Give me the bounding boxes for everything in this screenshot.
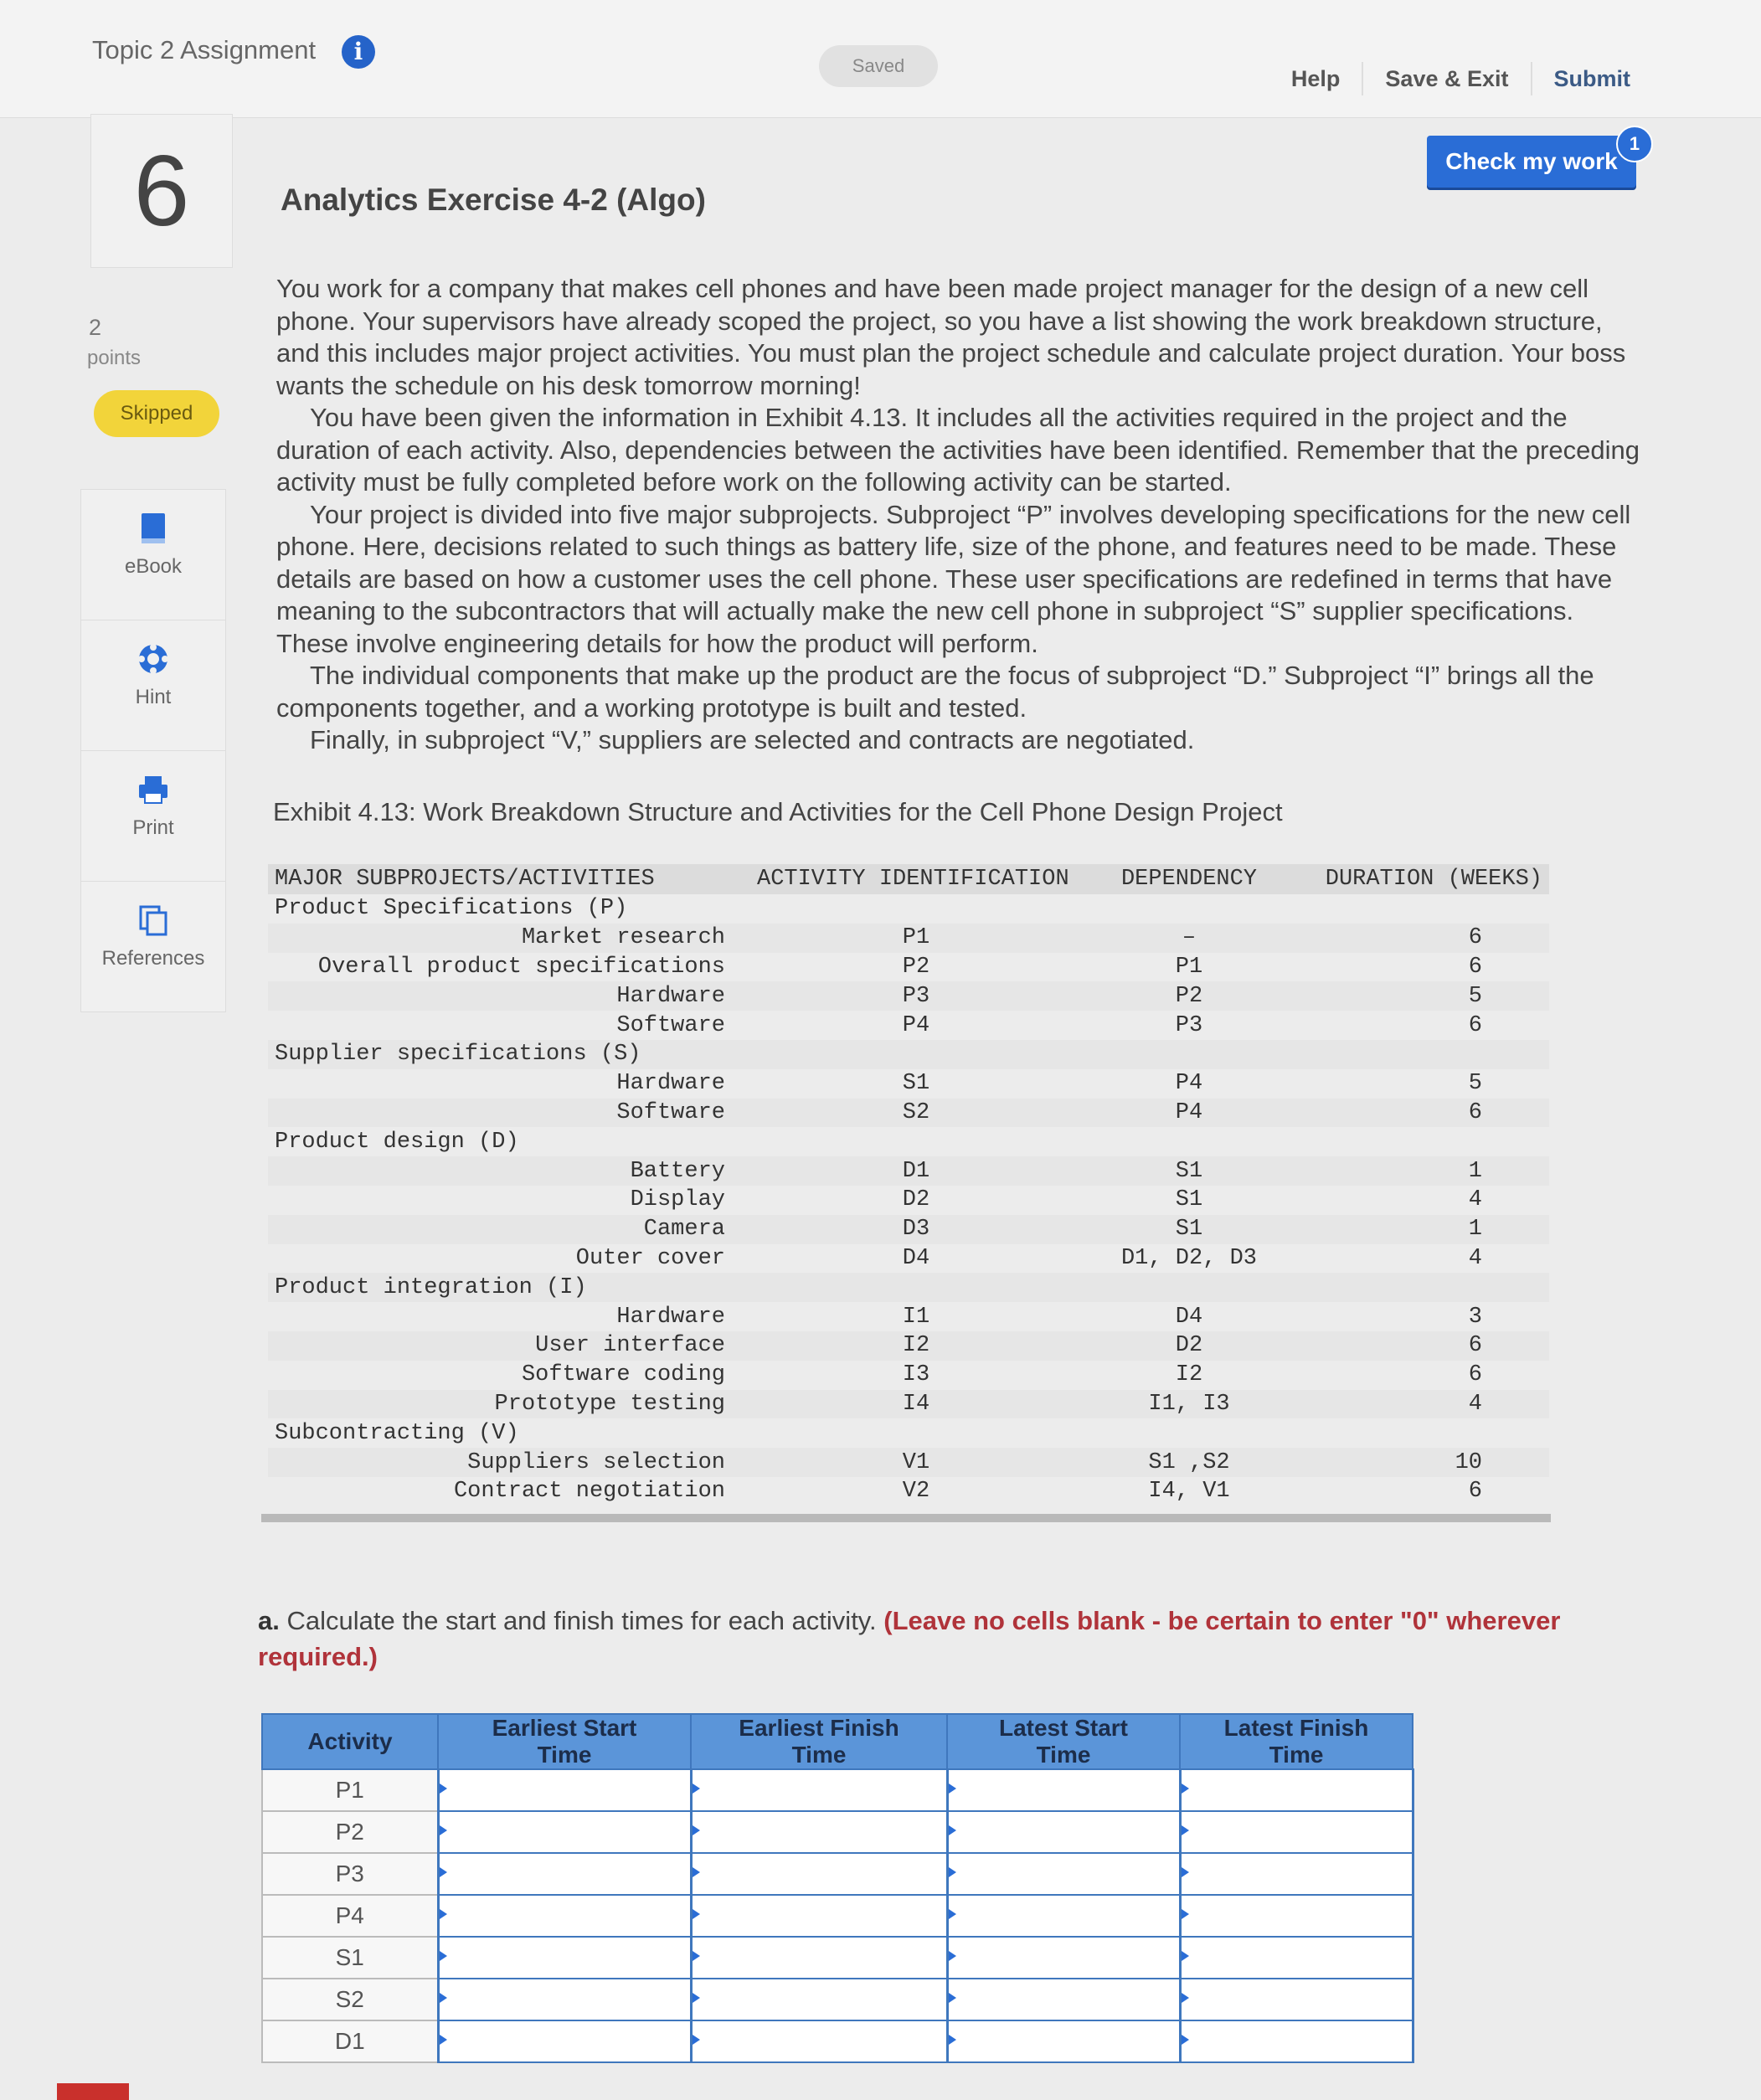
- wbs-activity-row: [268, 953, 1549, 982]
- earliest-finish-input[interactable]: [691, 1895, 947, 1937]
- wbs-duration: 6: [1468, 1362, 1482, 1388]
- wbs-duration: 6: [1296, 924, 1549, 953]
- wbs-activity-row: [268, 1302, 1549, 1331]
- paragraph: You have been given the information in Exhibit 4.13. It includes all the activities required in the project and the duration of each activity. Also, dependencies between the activities have been identified. Remember that the preceding activity must be fully completed before work on the following activity can be started.: [276, 403, 1640, 497]
- wbs-duration: 3: [1468, 1304, 1482, 1330]
- wbs-duration: 4: [1468, 1245, 1482, 1271]
- earliest-finish-input[interactable]: [691, 1811, 947, 1853]
- answer-row: [262, 1937, 1413, 1979]
- wbs-table: [268, 864, 1549, 1506]
- wbs-group-row: [268, 1273, 1549, 1302]
- wbs-activity-name: Suppliers selection: [268, 1448, 750, 1477]
- wbs-duration: 6: [1296, 1331, 1549, 1361]
- wbs-activity-id: D1: [750, 1156, 1082, 1186]
- answer-row: [262, 1769, 1413, 1811]
- wbs-group-name: Supplier specifications (S): [268, 1040, 1549, 1069]
- earliest-finish-input[interactable]: [691, 2020, 947, 2062]
- wbs-activity-id: P4: [902, 1012, 930, 1038]
- wbs-dependency: D2: [1082, 1331, 1296, 1361]
- ebook-icon: [136, 512, 170, 545]
- wbs-dependency: S1: [1082, 1215, 1296, 1244]
- wbs-activity-row: [268, 924, 1549, 953]
- wbs-activity-id: P1: [750, 924, 1082, 953]
- wbs-activity-row: [268, 1011, 1549, 1040]
- answer-activity: P4: [262, 1895, 438, 1937]
- paragraph: The individual components that make up the product are the focus of subproject “D.” Subproject “I” brings all the components together, and a working prototype is built and tested.: [276, 661, 1594, 723]
- wbs-group-row: [268, 894, 1549, 924]
- wbs-activity-row: [268, 1099, 1549, 1128]
- earliest-start-input[interactable]: [438, 1937, 691, 1979]
- wbs-duration: 1: [1296, 1156, 1549, 1186]
- exhibit-title: Exhibit 4.13: Work Breakdown Structure and Activities for the Cell Phone Design Project: [273, 797, 1283, 826]
- wbs-dependency: S1 ,S2: [1082, 1448, 1296, 1477]
- part-a-instruction: (Leave no cells blank - be certain to enter "0" wherever required.): [258, 1606, 1561, 1671]
- brand-logo-strip: [57, 2083, 129, 2100]
- answer-header-row: [262, 1714, 1413, 1769]
- wbs-activity-id: P2: [902, 954, 930, 980]
- latest-start-input[interactable]: [947, 1853, 1180, 1895]
- wbs-activity-id: D2: [902, 1187, 930, 1213]
- earliest-finish-input[interactable]: [691, 1769, 947, 1811]
- wbs-activity-id: I2: [750, 1331, 1082, 1361]
- latest-start-input[interactable]: [947, 1979, 1180, 2020]
- wbs-dependency: –: [1082, 924, 1296, 953]
- earliest-finish-input[interactable]: [691, 1937, 947, 1979]
- wbs-duration: 6: [1296, 1099, 1549, 1128]
- wbs-activity-name: Camera: [268, 1215, 750, 1244]
- part-a-label: a.: [258, 1606, 280, 1635]
- sidebar-label-references: References: [101, 947, 205, 970]
- wbs-activity-row: [268, 1361, 1549, 1390]
- answer-table: [261, 1713, 1414, 2063]
- wbs-dependency: I2: [1175, 1362, 1203, 1388]
- latest-finish-input[interactable]: [1180, 2020, 1413, 2062]
- answer-activity: S1: [262, 1937, 438, 1979]
- answer-row: [262, 2020, 1413, 2062]
- answer-row: [262, 1853, 1413, 1895]
- wbs-activity-name: Prototype testing: [268, 1390, 750, 1419]
- latest-finish-input[interactable]: [1180, 1937, 1413, 1979]
- wbs-dependency: P3: [1175, 1012, 1203, 1038]
- wbs-dependency: S1: [1175, 1187, 1203, 1213]
- wbs-activity-row: [268, 1448, 1549, 1477]
- latest-start-input[interactable]: [947, 1895, 1180, 1937]
- answer-header: Earliest Finish Time: [691, 1714, 947, 1769]
- wbs-activity-id: D3: [750, 1215, 1082, 1244]
- wbs-activity-row: [268, 1186, 1549, 1215]
- earliest-start-input[interactable]: [438, 1811, 691, 1853]
- answer-header: Latest Start Time: [947, 1714, 1180, 1769]
- paragraph: You work for a company that makes cell phones and have been made project manager for the design of a new cell phone. Your supervisors have already scoped the project, so you have a list showing the work breakdown structure, and this includes major project activities. You must plan the project schedule and calculate project duration. Your boss wants the schedule on his desk tomorrow morning!: [276, 274, 1626, 400]
- sidebar-label-ebook: eBook: [124, 555, 183, 578]
- answer-row: [262, 1811, 1413, 1853]
- wbs-activity-name: Battery: [268, 1156, 750, 1186]
- wbs-dependency: S1: [1082, 1156, 1296, 1186]
- wbs-activity-name: Contract negotiation: [453, 1479, 725, 1505]
- part-a-prompt: [258, 1603, 1648, 1675]
- answer-activity: S2: [262, 1979, 438, 2020]
- earliest-start-input[interactable]: [438, 1979, 691, 2020]
- part-a-text: Calculate the start and finish times for each activity.: [286, 1606, 877, 1635]
- answer-activity: D1: [262, 2020, 438, 2062]
- wbs-dependency: I4, V1: [1148, 1479, 1230, 1505]
- wbs-group-row: [268, 1127, 1549, 1156]
- wbs-group-name: Product integration (I): [268, 1273, 1549, 1302]
- wbs-activity-row: [268, 1156, 1549, 1186]
- skipped-badge: Skipped: [94, 390, 219, 437]
- wbs-activity-id: P3: [750, 981, 1082, 1011]
- table-divider: [261, 1514, 1551, 1522]
- sidebar-label-hint: Hint: [135, 686, 172, 708]
- wbs-activity-name: Software: [616, 1012, 725, 1038]
- wbs-activity-name: Overall product specifications: [317, 954, 725, 980]
- sidebar-item-ebook[interactable]: [81, 512, 225, 620]
- answer-header: Earliest Start Time: [438, 1714, 691, 1769]
- wbs-duration: 6: [1468, 1012, 1482, 1038]
- question-number: 6: [90, 114, 233, 268]
- wbs-group-row: [268, 1040, 1549, 1069]
- wbs-dependency: P4: [1175, 1071, 1203, 1097]
- answer-activity: P3: [262, 1853, 438, 1895]
- assignment-title: Topic 2 Assignment: [92, 35, 317, 64]
- latest-start-input[interactable]: [947, 1937, 1180, 1979]
- wbs-group-name: Product Specifications (P): [275, 896, 628, 922]
- latest-start-input[interactable]: [947, 1769, 1180, 1811]
- wbs-duration: 6: [1468, 954, 1482, 980]
- wbs-dependency: I1, I3: [1082, 1390, 1296, 1419]
- wbs-activity-id: I3: [902, 1362, 930, 1388]
- wbs-group-name: Product design (D): [275, 1129, 519, 1155]
- top-links: [1269, 62, 1652, 95]
- earliest-finish-input[interactable]: [691, 1979, 947, 2020]
- wbs-group-row: [268, 1418, 1549, 1448]
- sidebar-item-print[interactable]: [81, 773, 225, 882]
- latest-start-input[interactable]: [947, 1811, 1180, 1853]
- wbs-activity-row: [268, 1390, 1549, 1419]
- latest-finish-input[interactable]: [1180, 1769, 1413, 1811]
- latest-finish-input[interactable]: [1180, 1979, 1413, 2020]
- references-icon: [136, 903, 170, 937]
- wbs-activity-name: Market research: [268, 924, 750, 953]
- latest-finish-input[interactable]: [1180, 1811, 1413, 1853]
- wbs-activity-row: [268, 1331, 1549, 1361]
- wbs-header-row: [268, 864, 1549, 894]
- sidebar-label-print: Print: [132, 816, 174, 839]
- answer-header: Activity: [262, 1714, 438, 1769]
- wbs-activity-name: User interface: [268, 1331, 750, 1361]
- wbs-activity-id: I4: [750, 1390, 1082, 1419]
- earliest-start-input[interactable]: [438, 1853, 691, 1895]
- wbs-activity-row: [268, 1215, 1549, 1244]
- wbs-dependency: D1, D2, D3: [1120, 1245, 1258, 1271]
- wbs-duration: 5: [1296, 981, 1549, 1011]
- exercise-description: [276, 273, 1650, 757]
- wbs-activity-row: [268, 1244, 1549, 1274]
- wbs-group-name: Subcontracting (V): [275, 1420, 519, 1446]
- earliest-start-input[interactable]: [438, 1895, 691, 1937]
- wbs-activity-id: D4: [902, 1245, 930, 1271]
- wbs-dependency: P2: [1082, 981, 1296, 1011]
- wbs-dependency: D4: [1175, 1304, 1203, 1330]
- wbs-duration: 4: [1468, 1187, 1482, 1213]
- answer-activity: P2: [262, 1811, 438, 1853]
- wbs-header: ACTIVITY IDENTIFICATION: [750, 864, 1082, 894]
- saved-status: Saved: [819, 45, 938, 87]
- wbs-duration: 1: [1296, 1215, 1549, 1244]
- wbs-activity-id: S1: [902, 1071, 930, 1097]
- earliest-start-input[interactable]: [438, 2020, 691, 2062]
- printer-icon: [136, 773, 170, 806]
- wbs-activity-row: [268, 981, 1549, 1011]
- answer-row: [262, 1895, 1413, 1937]
- wbs-header: MAJOR SUBPROJECTS/ACTIVITIES: [268, 864, 750, 894]
- answer-activity: P1: [262, 1769, 438, 1811]
- wbs-activity-name: Software: [268, 1099, 750, 1128]
- wbs-activity-id: S2: [750, 1099, 1082, 1128]
- wbs-activity-name: Software coding: [521, 1362, 725, 1388]
- points-value: 2: [89, 315, 102, 340]
- wbs-activity-name: Display: [630, 1187, 725, 1213]
- wbs-activity-name: Hardware: [268, 981, 750, 1011]
- wbs-activity-id: V2: [902, 1479, 930, 1505]
- wbs-header: DEPENDENCY: [1082, 864, 1296, 894]
- wbs-activity-name: Outer cover: [575, 1245, 725, 1271]
- wbs-dependency: P4: [1082, 1099, 1296, 1128]
- wbs-header: DURATION (WEEKS): [1296, 864, 1549, 894]
- sidebar-item-references[interactable]: [81, 903, 225, 1011]
- earliest-finish-input[interactable]: [691, 1853, 947, 1895]
- answer-row: [262, 1979, 1413, 2020]
- help-link[interactable]: Help: [1290, 66, 1341, 91]
- wbs-duration: 6: [1468, 1479, 1482, 1505]
- check-my-work-button[interactable]: Check my work: [1427, 136, 1636, 188]
- latest-finish-input[interactable]: [1180, 1895, 1413, 1937]
- lifebuoy-icon: [136, 642, 170, 676]
- wbs-activity-id: I1: [902, 1304, 930, 1330]
- wbs-activity-id: V1: [750, 1448, 1082, 1477]
- answer-header: Latest Finish Time: [1180, 1714, 1413, 1769]
- wbs-activity-row: [268, 1477, 1549, 1506]
- submit-link[interactable]: Submit: [1531, 62, 1653, 95]
- paragraph: Finally, in subproject “V,” suppliers are selected and contracts are negotiated.: [310, 725, 1195, 754]
- wbs-duration: 10: [1296, 1448, 1549, 1477]
- question-sidebar: [80, 489, 226, 1012]
- exercise-title: Analytics Exercise 4-2 (Algo): [281, 183, 706, 217]
- wbs-activity-row: [268, 1069, 1549, 1099]
- wbs-duration: 4: [1296, 1390, 1549, 1419]
- wbs-duration: 5: [1468, 1071, 1482, 1097]
- points-label: points: [87, 347, 142, 369]
- wbs-dependency: P1: [1175, 954, 1203, 980]
- latest-start-input[interactable]: [947, 2020, 1180, 2062]
- earliest-start-input[interactable]: [438, 1769, 691, 1811]
- wbs-activity-name: Hardware: [616, 1071, 725, 1097]
- info-icon[interactable]: i: [342, 35, 375, 69]
- save-exit-link[interactable]: Save & Exit: [1362, 62, 1530, 95]
- check-count-badge: 1: [1616, 126, 1653, 162]
- wbs-activity-name: Hardware: [616, 1304, 725, 1330]
- paragraph: Your project is divided into five major subprojects. Subproject “P” involves developing specifications for the new cell phone. Here, decisions related to such things as battery life, size of the phone, and features need to be made. These details are based on how a customer uses the cell phone. These user specifications are redefined in terms that have meaning to the subcontractors that will actually make the new cell phone in subproject “S” supplier specifications. These involve engineering details for how the product will perform.: [276, 499, 1631, 658]
- latest-finish-input[interactable]: [1180, 1853, 1413, 1895]
- sidebar-item-hint[interactable]: [81, 642, 225, 751]
